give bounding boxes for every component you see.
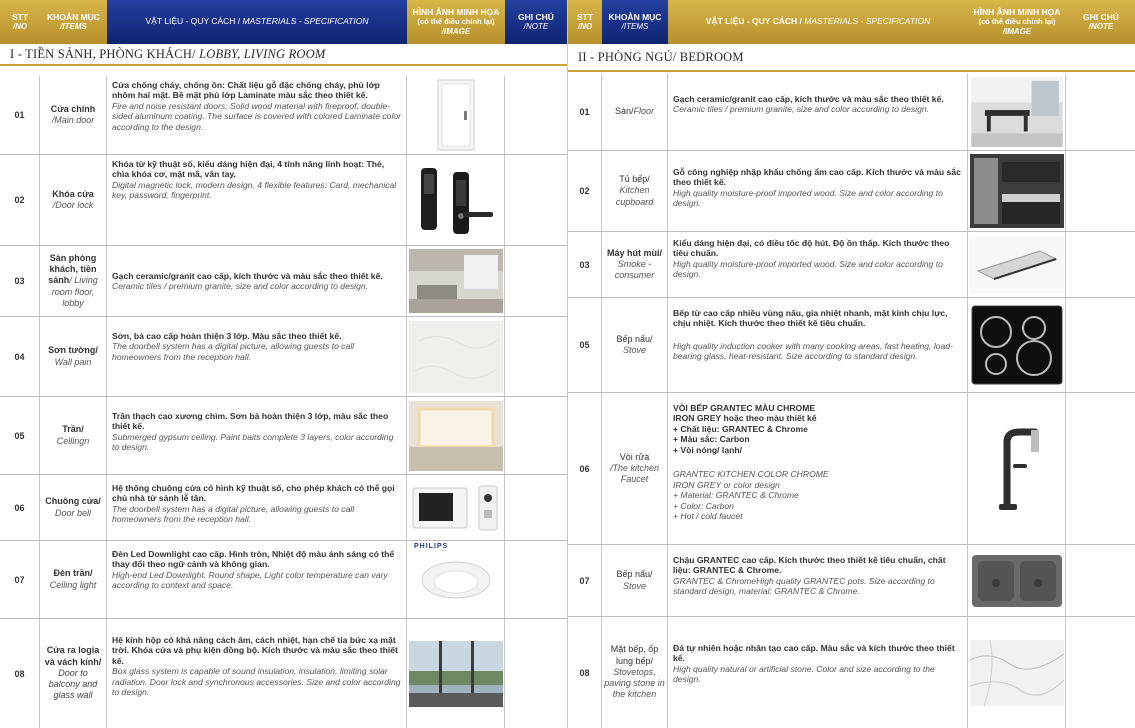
- row-note: [1066, 232, 1135, 297]
- wall-paint-image: [409, 321, 503, 393]
- spec-vi-line: + Chất liệu: GRANTEC & Chrome: [673, 423, 808, 434]
- row-number-text: 01: [14, 110, 25, 120]
- philips-logo: PHILIPS: [414, 543, 449, 550]
- row-item: [40, 246, 107, 316]
- header-spec: [107, 0, 407, 44]
- item-name-en: Floor: [633, 106, 655, 117]
- spec-en: The doorbell system has a digital picture, allowing guests to call homeowners from the reception hall.: [112, 341, 355, 362]
- living-room-image: [409, 249, 503, 313]
- row-spec: [668, 232, 968, 297]
- row-number: [568, 151, 602, 231]
- downlight-image: [416, 550, 496, 606]
- row-number: [568, 232, 602, 297]
- spec-vi-line: IRON GREY hoặc theo màu thiết kế: [673, 413, 817, 424]
- header-note-label: GHI CHÚ: [1083, 11, 1119, 22]
- row-spec: [107, 155, 407, 245]
- header-stt-en: /NO: [12, 22, 28, 32]
- item-name-vi: Tủ bếp/: [619, 174, 650, 185]
- table-row: [0, 619, 567, 728]
- row-number-text: 07: [579, 575, 590, 586]
- spec-vi: Trần thạch cao xương chìm. Sơn bả hoàn thiện 3 lớp, màu sắc theo thiết kế.: [112, 411, 389, 432]
- spec-en: High quality moisture-proof imported wood. Size and color according to design.: [673, 258, 943, 280]
- table-row: [0, 76, 567, 155]
- row-note: [1066, 617, 1135, 728]
- table-row: [568, 545, 1135, 617]
- row-item: [602, 393, 668, 544]
- header-note-label: GHI CHÚ: [518, 11, 554, 22]
- row-note: [505, 76, 567, 154]
- row-image: [407, 76, 505, 154]
- row-image: [968, 232, 1066, 297]
- row-image: [407, 475, 505, 540]
- row-number-text: 03: [579, 259, 590, 270]
- row-number-text: 07: [14, 574, 25, 585]
- spec-en-line: + Material: GRANTEC & Chrome: [673, 490, 799, 501]
- row-number-text: 06: [579, 463, 590, 474]
- row-number: [568, 617, 602, 728]
- table-row: [568, 393, 1135, 545]
- spec-en: Submerged gypsum ceiling. Paint baits complete 3 layers, color according to design.: [112, 431, 394, 453]
- row-note: [505, 317, 567, 396]
- table-row: [0, 475, 567, 541]
- table-header: [0, 0, 567, 44]
- row-number-text: 06: [14, 502, 25, 513]
- spec-en-line: IRON GREY or color design: [673, 479, 780, 490]
- header-spec-label: VẬT LIỆU - QUY CÁCH /: [705, 16, 802, 27]
- row-number: [0, 246, 40, 316]
- item-name-vi: Chuông cửa/: [45, 496, 101, 507]
- header-image-label: HÌNH ẢNH MINH HỌA: [973, 7, 1061, 18]
- header-stt-label: STT: [576, 11, 594, 22]
- spec-en: The doorbell system has a digital picture, allowing guests to call homeowners from the reception hall.: [112, 503, 355, 525]
- spec-vi: Khóa từ kỹ thuật số, kiểu dáng hiện đại, 4 tính năng linh hoạt: Thẻ, chìa khóa cơ, mật mã, vân tay.: [112, 159, 385, 180]
- header-spec: [668, 0, 968, 44]
- table-row: [568, 617, 1135, 728]
- spec-en: High-end Led Downlight. Round shape, Light color temperature can vary according to context and space.: [112, 569, 388, 591]
- faucet-image: [977, 424, 1057, 514]
- item-name-vi: Vòi rửa: [619, 451, 650, 462]
- row-image: [968, 74, 1066, 150]
- row-image: [968, 151, 1066, 231]
- row-number: [568, 545, 602, 616]
- header-item-label: KHOẢN MỤC: [47, 11, 100, 22]
- table-row: [0, 541, 567, 619]
- item-name-vi: Trần/: [62, 424, 84, 435]
- row-number-text: 05: [14, 430, 25, 441]
- row-spec: [107, 317, 407, 396]
- spec-en-line: + Hot / cold faucet: [673, 511, 743, 522]
- row-image: [407, 155, 505, 245]
- table-row: [0, 397, 567, 475]
- row-number-text: 08: [579, 667, 590, 678]
- table-header: [568, 0, 1135, 44]
- item-name-vi: Sơn tường/: [48, 345, 98, 356]
- item-name-vi: Mặt bếp, ốp lung bếp/: [610, 644, 659, 666]
- header-spec-label: VẬT LIỆU - QUY CÁCH /: [145, 16, 241, 27]
- spec-en: Box glass system is capable of sound insulation, insulation, limiting solar radiation. Door lock and synchronous accessories. Size and color according to design.: [112, 666, 401, 698]
- spec-vi-line: + Màu sắc: Carbon: [673, 434, 750, 445]
- header-note-en: /NOTE: [523, 22, 549, 32]
- header-note: [1066, 0, 1135, 44]
- row-spec: [668, 298, 968, 392]
- header-note: [505, 0, 567, 44]
- item-name-vi: Máy hút mùi/: [606, 247, 662, 258]
- row-item: [40, 397, 107, 474]
- left-panel: [0, 0, 567, 728]
- section-title-en: LOBBY, LIVING ROOM: [199, 46, 326, 61]
- spec-en: High quality induction cooker with many cooking areas, fast heating, load-bearing glass, heat-resistant. Size according to standard design.: [673, 340, 953, 362]
- header-image: [407, 0, 505, 44]
- item-name-en: Stove: [622, 580, 646, 591]
- ceiling-image: [409, 401, 503, 471]
- item-name-en: Cellingn: [56, 435, 90, 446]
- row-item: [40, 541, 107, 618]
- row-note: [505, 246, 567, 316]
- row-image: [407, 246, 505, 316]
- row-item: [40, 317, 107, 396]
- spec-vi: Chậu GRANTEC cao cấp. Kích thước theo thiết kế tiêu chuẩn, chất liệu: GRANTEC & Chrome.: [673, 555, 946, 576]
- row-number: [0, 619, 40, 728]
- row-item: [602, 232, 668, 297]
- spec-en: Ceramic tiles / premium granite, size and color according to design.: [112, 281, 369, 291]
- row-item: [40, 475, 107, 540]
- item-name-en: / Living room floor, lobby: [51, 275, 98, 308]
- spec-en: High quality natural or artificial stone. Color and size according to the design.: [673, 663, 935, 685]
- section-title-vi: I - TIỀN SẢNH, PHÒNG KHÁCH/: [10, 46, 196, 61]
- spec-en: Digital magnetic lock, modern design, 4 flexible features: Card, mechanical key, password, fingerprint.: [112, 179, 397, 201]
- item-name-en: /Door lock: [52, 200, 94, 210]
- row-note: [505, 475, 567, 540]
- item-name-en: /The kitchen Faucet: [609, 462, 660, 485]
- header-note-en: /NOTE: [1088, 22, 1114, 32]
- spec-en-line: GRANTEC KITCHEN COLOR CHROME: [673, 469, 829, 480]
- row-spec: [668, 617, 968, 728]
- item-name-en: /Main door: [51, 115, 95, 125]
- header-image-label: HÌNH ẢNH MINH HỌA: [412, 7, 500, 18]
- glass-door-image: [409, 641, 503, 707]
- header-item-label: KHOẢN MỤC: [608, 11, 662, 22]
- row-number-text: 02: [14, 195, 25, 205]
- row-number-text: 05: [579, 340, 590, 350]
- row-number-text: 02: [579, 186, 590, 196]
- row-note: [505, 155, 567, 245]
- section-title-vi: II - PHÒNG NGỦ/ BEDROOM: [578, 49, 744, 64]
- spec-vi: Sơn, bả cao cấp hoàn thiện 3 lớp. Màu sắc theo thiết kế.: [112, 331, 342, 341]
- table-row: [0, 155, 567, 246]
- row-number: [568, 74, 602, 150]
- row-item: [40, 619, 107, 728]
- row-note: [1066, 151, 1135, 231]
- item-name-vi: Sàn phòng khách, tiền sảnh: [48, 252, 97, 286]
- table-row: [568, 151, 1135, 232]
- header-stt-label: STT: [11, 11, 29, 22]
- item-name-en: Wall pain: [54, 356, 92, 367]
- header-item: [40, 0, 107, 44]
- row-image: [407, 317, 505, 396]
- spec-vi: Đèn Led Downlight cao cấp. Hình tròn, Nhiệt độ màu ánh sáng có thể thay đổi theo ngữ cảnh và không gian.: [112, 549, 395, 570]
- spec-vi: Cửa chống cháy, chống ồn: Chất liệu gỗ đặc chống cháy, phủ lớp nhôm hai mặt. Bề mặt phủ lớp Laminate màu sắc theo thiết kế.: [112, 80, 380, 101]
- item-name-en: Stove: [622, 345, 646, 355]
- table-row: [568, 298, 1135, 393]
- row-item: [602, 617, 668, 728]
- spec-vi: Gạch ceramic/granit cao cấp, kích thước và màu sắc theo thiết kế.: [112, 270, 383, 281]
- spec-vi: Gạch ceramic/granit cao cấp, kích thước và màu sắc theo thiết kế.: [673, 94, 944, 104]
- spec-vi: Kiểu dáng hiện đại, có điều tốc độ hút. Độ ồn thấp. Kích thước theo tiêu chuẩn.: [673, 238, 950, 259]
- item-name-vi: Đèn trần/: [53, 568, 93, 579]
- spec-vi: Gỗ công nghiệp nhập khẩu chống ẩm cao cấp. Kích thước và màu sắc theo thiết kế.: [673, 167, 961, 188]
- spec-vi: Đá tự nhiên hoặc nhân tạo cao cấp. Màu sắc và kích thước theo thiết kế.: [673, 643, 955, 664]
- spec-vi-line: VÒI BẾP GRANTEC MÀU CHROME: [673, 403, 816, 413]
- row-note: [505, 619, 567, 728]
- table-row: [0, 246, 567, 317]
- row-image: [968, 617, 1066, 728]
- induction-cooker-image: [970, 304, 1064, 386]
- table-row: [0, 317, 567, 397]
- item-name-vi: Bếp nấu/: [616, 569, 653, 580]
- row-number: [568, 393, 602, 544]
- header-image-sub: (có thể điều chỉnh lại): [417, 16, 495, 26]
- header-spec-en: MASTERIALS - SPECIFICATION: [804, 16, 931, 27]
- item-name-en: Smoke - consumer: [614, 258, 655, 281]
- floor-room-image: [970, 77, 1064, 147]
- header-spec-en: MASTERIALS - SPECIFICATION: [242, 16, 369, 27]
- row-number-text: 08: [14, 668, 25, 679]
- row-number: [0, 76, 40, 154]
- spec-en-line: + Color: Carbon: [673, 500, 734, 511]
- row-number-text: 03: [14, 276, 25, 286]
- item-name-vi: Cửa ra logia và vách kính/: [44, 645, 102, 667]
- row-image: [968, 393, 1066, 544]
- row-item: [40, 155, 107, 245]
- door-image: [436, 79, 476, 151]
- item-name-vi: Khóa cửa: [52, 188, 94, 199]
- spec-vi: Hệ kính hộp có khả năng cách âm, cách nhiệt, hạn chế tia bức xạ mặt trời. Khóa cửa và phụ kiện đồng bộ. Kích thước và màu sắc theo thiết kế.: [112, 635, 398, 666]
- row-image: [407, 541, 505, 618]
- spec-en: GRANTEC & ChromeHigh quality GRANTEC pots. Size according to standard design, material: GRANTEC & Chrome.: [673, 575, 935, 597]
- item-name-en: Door bell: [54, 507, 92, 518]
- row-spec: [107, 76, 407, 154]
- row-number: [0, 397, 40, 474]
- row-spec: [668, 393, 968, 544]
- item-name-en: Kitchen cupboard: [615, 185, 654, 207]
- spec-en: High quality moisture-proof imported wood. Size and color according to design.: [673, 187, 943, 209]
- row-item: [40, 76, 107, 154]
- row-note: [1066, 393, 1135, 544]
- spec-en: Ceramic tiles / premium granite, size and color according to design.: [673, 104, 930, 115]
- row-number: [0, 541, 40, 618]
- header-image: [968, 0, 1066, 44]
- header-image-en: /IMAGE: [1002, 26, 1032, 36]
- table-row: [568, 232, 1135, 298]
- row-image: [968, 545, 1066, 616]
- row-spec: [668, 74, 968, 150]
- row-image: [968, 298, 1066, 392]
- row-item: [602, 151, 668, 231]
- header-image-en: /IMAGE: [441, 26, 471, 36]
- item-name-vi: Sàn/: [614, 106, 634, 117]
- row-spec: [107, 475, 407, 540]
- header-item: [602, 0, 668, 44]
- row-item: [602, 74, 668, 150]
- row-spec: [668, 151, 968, 231]
- section-title-lobby: [0, 44, 567, 66]
- row-number-text: 01: [579, 107, 590, 117]
- header-image-sub: (có thể điều chỉnh lại): [978, 16, 1056, 26]
- row-spec: [107, 246, 407, 316]
- kitchen-cupboard-image: [970, 154, 1064, 228]
- row-number-text: 04: [14, 351, 25, 362]
- header-item-en: /ITEMS: [621, 22, 649, 32]
- sink-image: [970, 553, 1064, 609]
- item-name-en: Stovetops, paving stone in the kitchen: [604, 666, 665, 700]
- header-stt: [0, 0, 40, 44]
- row-note: [1066, 298, 1135, 392]
- row-number: [0, 317, 40, 396]
- header-item-en: /ITEMS: [60, 22, 87, 32]
- spec-en: Fire and noise resistant doors: Solid wood material with fireproof, double-sided aluminum coating. The surface is covered with colored Laminate color according to the design.: [112, 100, 401, 132]
- right-panel: [567, 0, 1135, 728]
- row-note: [1066, 545, 1135, 616]
- row-number: [0, 155, 40, 245]
- range-hood-image: [970, 237, 1064, 293]
- row-note: [505, 397, 567, 474]
- doorbell-image: [409, 482, 503, 534]
- row-spec: [107, 619, 407, 728]
- marble-stone-image: [970, 640, 1064, 706]
- table-row: [568, 74, 1135, 151]
- item-name-en: Door to balcony and glass wall: [48, 667, 98, 701]
- section-title-bedroom: [568, 44, 1135, 72]
- spec-vi-line: + Vòi nóng/ lạnh/: [673, 444, 742, 455]
- header-stt-en: /NO: [577, 22, 593, 32]
- row-spec: [668, 545, 968, 616]
- row-spec: [107, 397, 407, 474]
- row-item: [602, 545, 668, 616]
- door-lock-image: [411, 160, 501, 240]
- header-stt: [568, 0, 602, 44]
- row-note: [505, 541, 567, 618]
- row-image: [407, 397, 505, 474]
- row-item: [602, 298, 668, 392]
- spec-vi: Hệ thống chuông cửa có hình kỹ thuật số, cho phép khách có thể gọi chủ nhà từ sảnh lễ tân.: [112, 483, 395, 504]
- row-spec: [107, 541, 407, 618]
- row-number: [0, 475, 40, 540]
- spec-vi: Bếp từ cao cấp nhiều vùng nấu, gia nhiệt nhanh, mặt kính chịu lực, chịu nhiệt. Kích thước theo thiết kế tiêu chuẩn.: [673, 308, 948, 329]
- item-name-vi: Bếp nấu/: [616, 333, 653, 344]
- row-number: [568, 298, 602, 392]
- item-name-vi: Cửa chính: [50, 103, 96, 114]
- row-note: [1066, 74, 1135, 150]
- item-name-en: Ceiling light: [49, 579, 97, 590]
- row-image: [407, 619, 505, 728]
